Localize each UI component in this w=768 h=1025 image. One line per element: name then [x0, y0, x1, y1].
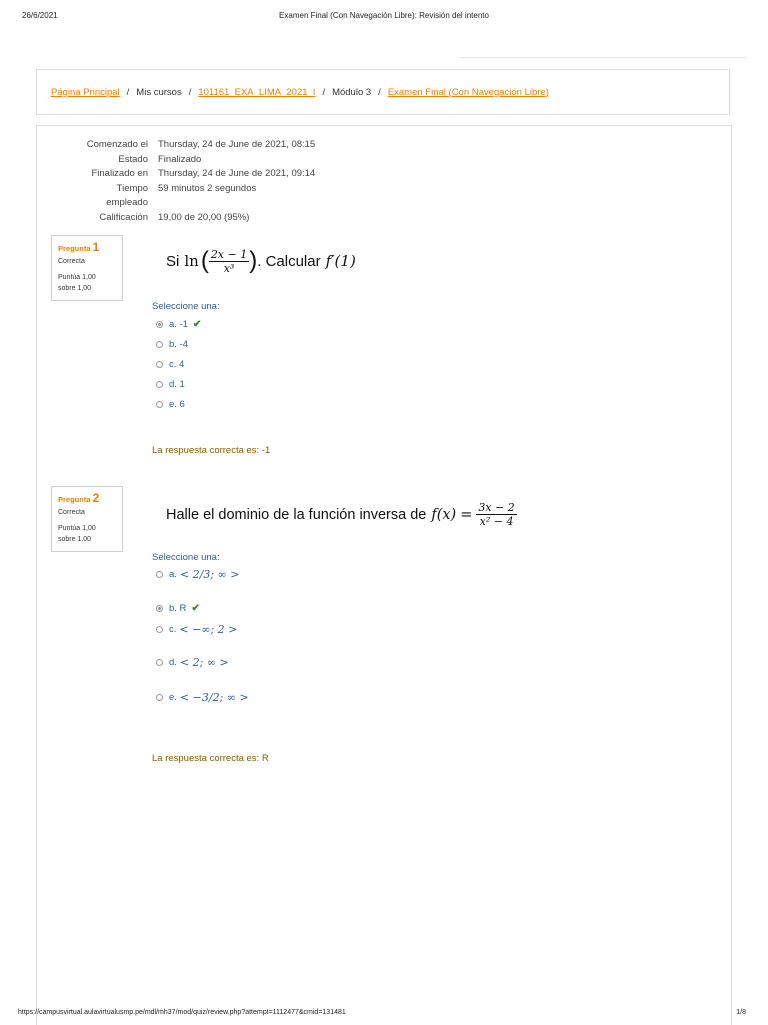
option-a[interactable] [156, 568, 239, 581]
option-label: d. [169, 657, 177, 668]
radio-button[interactable] [156, 321, 163, 328]
option-label: e. 6 [169, 399, 185, 410]
question-number [58, 491, 116, 505]
option-e[interactable] [156, 691, 249, 704]
summary-value: Thursday, 24 de June de 2021, 08:15 [158, 139, 316, 150]
divider [460, 57, 746, 58]
option-d[interactable] [156, 656, 229, 669]
option-math: < 2; ∞ > [179, 656, 229, 669]
question-number-value: 1 [92, 240, 100, 254]
check-icon: ✔ [191, 603, 200, 614]
radio-button[interactable] [156, 659, 163, 666]
paren-open: ( [200, 247, 209, 274]
breadcrumb-home-link[interactable]: Página Principal [51, 86, 120, 98]
breadcrumb-course-link[interactable]: 101161_EXA_LIMA_2021_I [198, 86, 316, 98]
question-state: Correcta [58, 258, 85, 265]
radio-button[interactable] [156, 401, 163, 408]
breadcrumb-module: Módulo 3 [332, 86, 372, 98]
question-text-1 [166, 247, 356, 275]
summary-value: Thursday, 24 de June de 2021, 09:14 [158, 168, 316, 179]
question-state: Correcta [58, 509, 85, 516]
question-grade [58, 272, 116, 294]
print-url: https://campusvirtual.aulavirtualusmp.pe/mdl/mh37/mod/quiz/review.php?attempt=1112477&cmid=131481 [18, 1009, 346, 1016]
question-fraction [209, 248, 249, 275]
question-fraction [476, 501, 516, 528]
quiz-review-panel [36, 125, 732, 1025]
summary-label: Comenzado el [86, 139, 148, 150]
radio-button[interactable] [156, 341, 163, 348]
question-grade [58, 523, 116, 545]
select-prompt: Seleccione una: [152, 552, 220, 563]
summary-value: 59 minutos 2 segundos [158, 182, 257, 194]
breadcrumb [36, 69, 730, 115]
correct-answer-feedback: La respuesta correcta es: -1 [152, 445, 271, 456]
question-label: Pregunta [58, 495, 91, 504]
question-text-prefix: Halle el dominio de la función inversa de [166, 506, 427, 523]
math-ln: ln [184, 252, 199, 270]
question-info-2 [51, 486, 123, 552]
math-function: f′(1) [325, 252, 356, 270]
option-label: a. -1 [169, 319, 189, 330]
question-text-suffix: . Calcular [257, 252, 321, 270]
option-math: < −∞; 2 > [179, 623, 238, 636]
question-grade-line: Puntúa 1,00 [58, 525, 96, 532]
summary-value: 19,00 de 20,00 (95%) [158, 211, 250, 223]
breadcrumb-separator: / [378, 86, 381, 98]
radio-button[interactable] [156, 381, 163, 388]
option-d[interactable] [156, 379, 185, 390]
breadcrumb-my-courses: Mis cursos [136, 86, 182, 98]
math-function: f(x) [431, 506, 457, 523]
question-grade-line: sobre 1,00 [58, 285, 92, 292]
option-c[interactable] [156, 623, 237, 636]
check-icon: ✔ [193, 319, 202, 330]
fraction-numerator: 2x − 1 [210, 247, 248, 261]
summary-label: Tiempo [116, 182, 148, 194]
option-b[interactable] [156, 603, 200, 614]
breadcrumb-separator: / [322, 86, 326, 98]
summary-label: Calificación [99, 211, 148, 223]
breadcrumb-separator: / [188, 86, 192, 98]
radio-button[interactable] [156, 361, 163, 368]
radio-button[interactable] [156, 605, 163, 612]
fraction-denominator: x³ [223, 261, 235, 275]
option-label: b. -4 [169, 339, 189, 350]
question-info-1 [51, 235, 123, 301]
option-math: < 2/3; ∞ > [179, 568, 240, 581]
summary-label: empleado [106, 197, 148, 208]
question-label: Pregunta [58, 244, 91, 253]
option-label: b. R [169, 603, 187, 614]
summary-value: Finalizado [158, 153, 202, 165]
correct-answer-feedback: La respuesta correcta es: R [152, 753, 269, 764]
radio-button[interactable] [156, 571, 163, 578]
breadcrumb-separator: / [126, 86, 130, 98]
option-e[interactable] [156, 399, 185, 410]
print-title: Examen Final (Con Navegación Libre): Revisión del intento [279, 11, 489, 20]
radio-button[interactable] [156, 694, 163, 701]
option-label: c. 4 [169, 359, 185, 370]
summary-label: Finalizado en [91, 168, 148, 179]
print-footer [18, 1009, 746, 1016]
breadcrumb-exam-link[interactable]: Examen Final (Con Navegación Libre) [387, 86, 549, 98]
select-prompt: Seleccione una: [152, 301, 220, 312]
question-number-value: 2 [92, 491, 100, 505]
question-text-2 [166, 501, 517, 528]
paren-close: ) [249, 247, 258, 274]
option-c[interactable] [156, 359, 184, 370]
option-b[interactable] [156, 339, 188, 350]
option-label: a. [169, 569, 177, 580]
print-page-number: 1/8 [736, 1009, 746, 1016]
option-label: d. 1 [169, 379, 185, 390]
radio-button[interactable] [156, 626, 163, 633]
option-label: c. [169, 624, 177, 635]
question-text-prefix: Si [166, 252, 180, 270]
summary-label: Estado [118, 153, 148, 165]
question-grade-line: sobre 1,00 [58, 536, 92, 543]
question-grade-line: Puntúa 1,00 [58, 274, 96, 281]
question-number [58, 240, 116, 254]
option-label: e. [169, 692, 177, 703]
option-a[interactable] [156, 319, 201, 330]
print-date: 26/6/2021 [22, 11, 58, 20]
math-equals: = [460, 506, 473, 523]
option-math: < −3/2; ∞ > [179, 691, 249, 704]
fraction-numerator: 3x − 2 [478, 501, 515, 514]
fraction-denominator: x² − 4 [479, 515, 514, 528]
